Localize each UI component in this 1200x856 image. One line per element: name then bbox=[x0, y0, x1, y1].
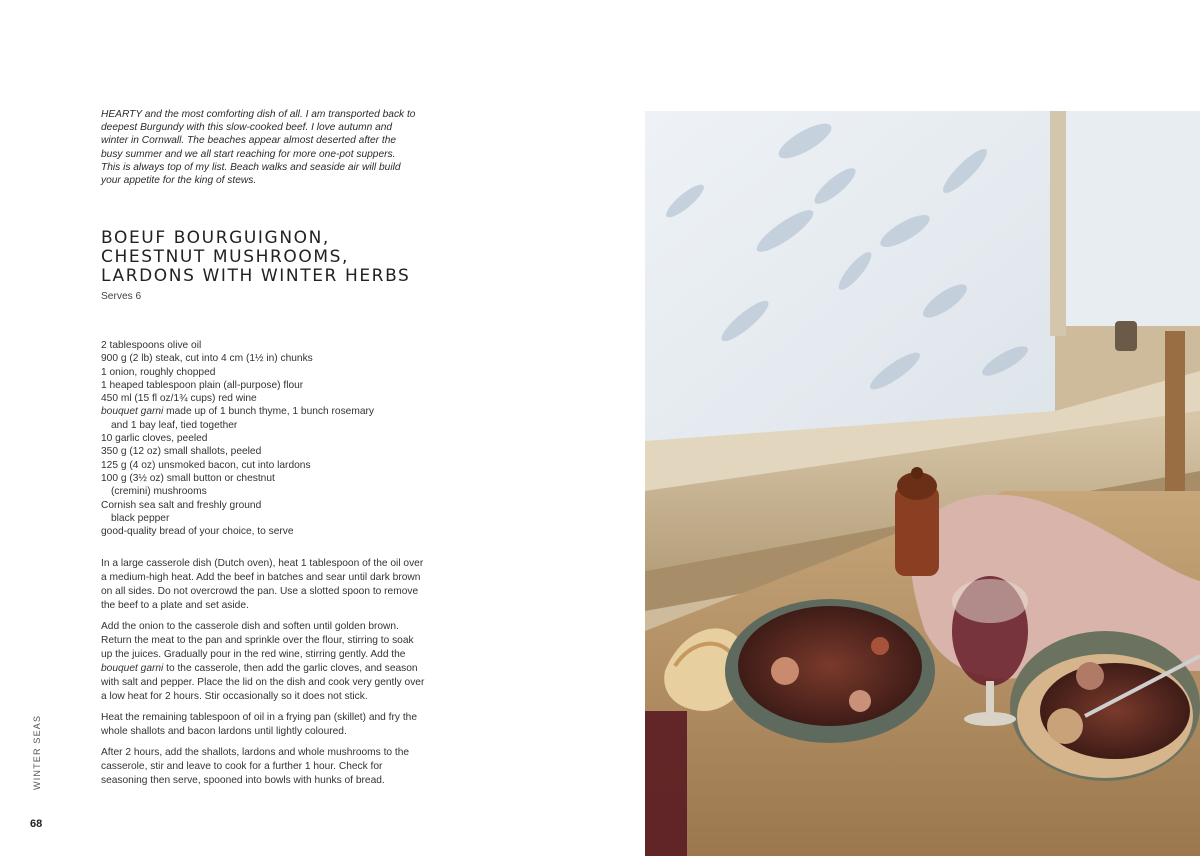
ingredient-item: Cornish sea salt and freshly ground bbox=[101, 499, 262, 511]
window-mullion bbox=[1050, 111, 1066, 336]
intro-paragraph: HEARTY and the most comforting dish of all. I am transported back to deepest Burgundy with this slow-cooked beef. I love autumn and winter in Cornwall. The beaches appear almost deserted after the busy summer and we all start reaching for more one-pot suppers. This is always top of my list. Beach walks and seaside air will build your appetite for the king of stews. bbox=[101, 109, 416, 187]
ingredient-text: made up of 1 bunch thyme, 1 bunch rosemary bbox=[163, 406, 374, 418]
window-latch bbox=[1115, 321, 1137, 351]
ingredient-item: 450 ml (15 fl oz/1¾ cups) red wine bbox=[101, 393, 257, 405]
ingredient-item: 1 onion, roughly chopped bbox=[101, 366, 216, 378]
shallot bbox=[771, 657, 799, 685]
ingredient-item bbox=[101, 405, 421, 418]
wine-glass-partial bbox=[645, 711, 687, 856]
method-step-2 bbox=[101, 620, 426, 704]
method-step-2-italic: bouquet garni bbox=[101, 663, 164, 674]
stew-photo-illustration bbox=[645, 111, 1200, 856]
ingredient-item: 350 g (12 oz) small shallots, peeled bbox=[101, 446, 262, 458]
stew bbox=[738, 606, 922, 726]
title-line-1: BOEUF BOURGUIGNON, bbox=[101, 228, 330, 248]
ingredient-item: black pepper bbox=[111, 512, 170, 524]
method-section bbox=[101, 557, 426, 795]
ingredient-item: (cremini) mushrooms bbox=[111, 486, 207, 498]
ingredient-list bbox=[101, 339, 421, 538]
ingredient-item: 1 heaped tablespoon plain (all-purpose) flour bbox=[101, 379, 304, 391]
ingredient-item: 900 g (2 lb) steak, cut into 4 cm (1½ in) chunks bbox=[101, 353, 313, 365]
method-step-2-text-a: Add the onion to the casserole dish and soften until golden brown. Return the meat to the pan and sprinkle over the flour, stirring to soak up the juices. Gradually pour in the red wine, stirring gently. Add the bbox=[101, 621, 414, 660]
recipe-photo bbox=[645, 111, 1200, 856]
method-step-4: After 2 hours, add the shallots, lardons and whole mushrooms to the casserole, stir and leave to cook for a further 1 hour. Check for seasoning then serve, spooned into bowls with hunks of bread. bbox=[101, 747, 410, 786]
method-step-3: Heat the remaining tablespoon of oil in a frying pan (skillet) and fry the whole shallots and bacon lardons until lightly coloured. bbox=[101, 712, 417, 737]
ingredient-item: 10 garlic cloves, peeled bbox=[101, 433, 208, 445]
ingredient-item: and 1 bay leaf, tied together bbox=[111, 419, 238, 431]
section-side-label: WINTER SEAS bbox=[32, 714, 42, 790]
page-number: 68 bbox=[30, 818, 43, 830]
ingredient-item: good-quality bread of your choice, to serve bbox=[101, 526, 294, 538]
title-line-2: CHESTNUT MUSHROOMS, bbox=[101, 247, 350, 267]
ingredient-italic: bouquet garni bbox=[101, 406, 164, 418]
title-line-3: LARDONS WITH WINTER HERBS bbox=[101, 266, 411, 286]
window-pane-right bbox=[1063, 111, 1200, 326]
ingredient-item: 100 g (3½ oz) small button or chestnut bbox=[101, 472, 275, 484]
serves-label: Serves 6 bbox=[101, 291, 142, 302]
ingredient-item: 2 tablespoons olive oil bbox=[101, 340, 202, 351]
potato bbox=[1047, 708, 1083, 744]
ingredient-item: 125 g (4 oz) unsmoked bacon, cut into lardons bbox=[101, 459, 311, 471]
method-step-1: In a large casserole dish (Dutch oven), heat 1 tablespoon of the oil over a medium-high heat. Add the beef in batches and sear until dark brown on all sides. Do not overcrowd the pan. Use a slotted spoon to remove the beef to a plate and set aside. bbox=[101, 558, 424, 611]
method-step-2-text-b: to the casserole, then add the garlic cloves, and season with salt and pepper. Place the lid on the dish and cook very gently over a low heat for 2 hours. Stir occasionally so it does not stick. bbox=[101, 663, 425, 702]
recipe-title bbox=[101, 229, 441, 286]
